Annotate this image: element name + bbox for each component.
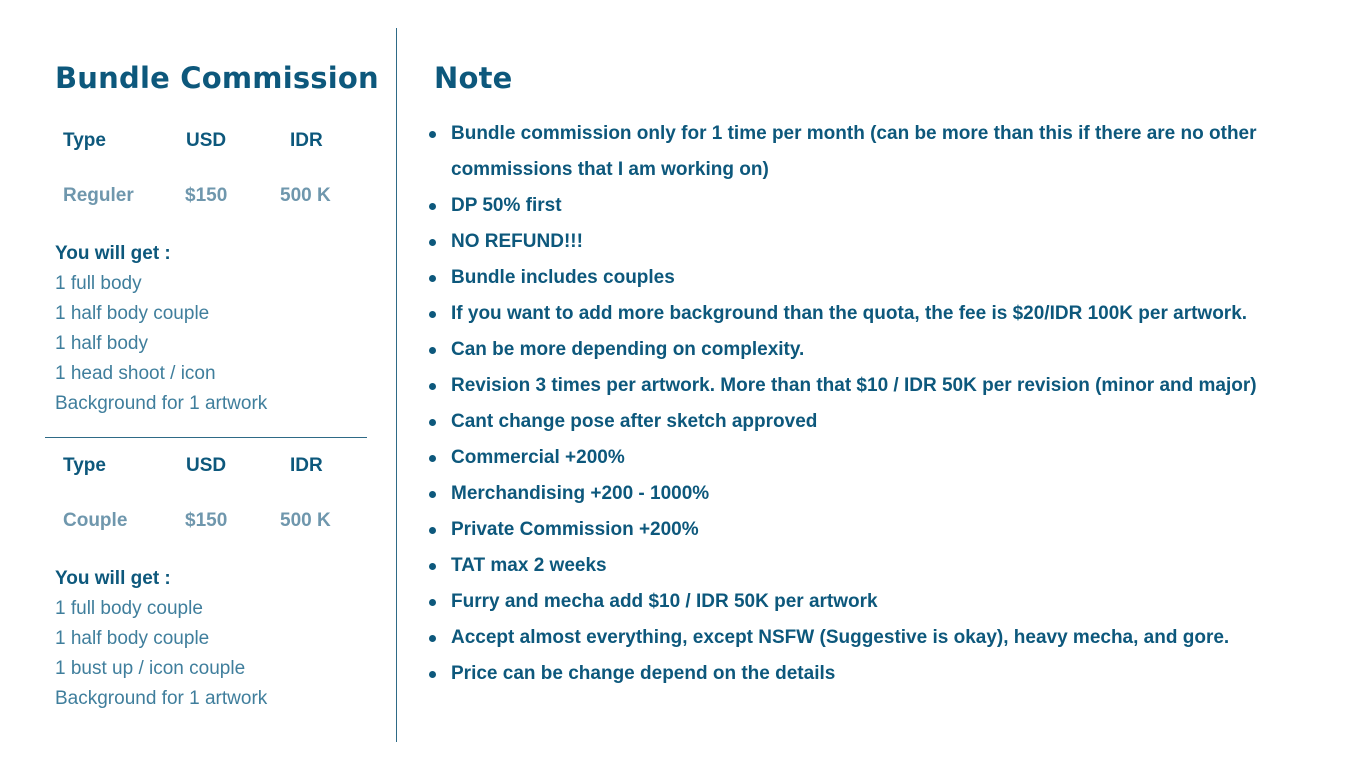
bullet-icon (429, 419, 436, 426)
package-item: 1 head shoot / icon (55, 363, 216, 384)
note-item (429, 404, 1339, 440)
note-text: Furry and mecha add $10 / IDR 50K per artwork (451, 591, 878, 612)
table-header-idr: IDR (290, 455, 323, 476)
package-item: 1 full body (55, 273, 142, 294)
note-text: Commercial +200% (451, 447, 625, 468)
table-header-usd: USD (186, 130, 227, 151)
note-item (429, 512, 1339, 548)
package-item-list (55, 269, 267, 419)
table-header-usd: USD (186, 455, 227, 476)
bullet-icon (429, 671, 436, 678)
note-item (429, 332, 1339, 368)
table-header-type: Type (63, 130, 106, 151)
bundle-commission-title: Bundle Commission (55, 61, 379, 95)
package-item: Background for 1 artwork (55, 688, 268, 709)
table-cell-usd: $150 (185, 510, 228, 531)
note-text: Private Commission +200% (451, 519, 699, 540)
note-text: If you want to add more background than the quota, the fee is $20/IDR 100K per artwork. (451, 303, 1248, 324)
note-item (429, 188, 1339, 224)
table-header-type: Type (63, 455, 106, 476)
package-item-list (55, 594, 267, 714)
horizontal-divider (45, 437, 367, 438)
note-text: Bundle commission only for 1 time per month (can be more than this if there are no other commissions that I am working on) (451, 123, 1257, 180)
bullet-icon (429, 527, 436, 534)
note-text: Can be more depending on complexity. (451, 339, 805, 360)
note-text: Revision 3 times per artwork. More than that $10 / IDR 50K per revision (minor and major) (451, 375, 1257, 396)
note-text: Price can be change depend on the details (451, 663, 836, 684)
bullet-icon (429, 311, 436, 318)
package-item: 1 half body couple (55, 628, 210, 649)
note-list (429, 116, 1339, 692)
vertical-divider (396, 28, 397, 742)
bullet-icon (429, 203, 436, 210)
note-text: TAT max 2 weeks (451, 555, 607, 576)
package-item: 1 full body couple (55, 598, 203, 619)
table-cell-usd: $150 (185, 185, 228, 206)
note-title: Note (434, 61, 513, 95)
package-item: 1 bust up / icon couple (55, 658, 246, 679)
you-will-get-label: You will get : (55, 243, 171, 264)
note-item (429, 116, 1339, 188)
note-item (429, 224, 1339, 260)
package-item: Background for 1 artwork (55, 393, 268, 414)
table-cell-idr: 500 K (280, 510, 331, 531)
note-item (429, 368, 1339, 404)
table-header-idr: IDR (290, 130, 323, 151)
bullet-icon (429, 383, 436, 390)
bullet-icon (429, 599, 436, 606)
note-text: Bundle includes couples (451, 267, 675, 288)
note-text: Cant change pose after sketch approved (451, 411, 818, 432)
note-item (429, 476, 1339, 512)
note-item (429, 296, 1339, 332)
package-contents-couple (55, 564, 267, 714)
you-will-get-label: You will get : (55, 568, 171, 589)
note-item (429, 440, 1339, 476)
package-contents-reguler (55, 239, 267, 419)
note-text: DP 50% first (451, 195, 562, 216)
note-item (429, 260, 1339, 296)
package-item: 1 half body couple (55, 303, 210, 324)
note-text: Accept almost everything, except NSFW (Suggestive is okay), heavy mecha, and gore. (451, 627, 1230, 648)
bullet-icon (429, 347, 436, 354)
table-cell-type: Reguler (63, 185, 134, 206)
note-item (429, 548, 1339, 584)
bullet-icon (429, 491, 436, 498)
bullet-icon (429, 275, 436, 282)
table-cell-type: Couple (63, 510, 128, 531)
bullet-icon (429, 239, 436, 246)
bullet-icon (429, 563, 436, 570)
note-text: NO REFUND!!! (451, 231, 583, 252)
bullet-icon (429, 131, 436, 138)
note-item (429, 584, 1339, 620)
bullet-icon (429, 455, 436, 462)
note-item (429, 656, 1339, 692)
table-cell-idr: 500 K (280, 185, 331, 206)
package-item: 1 half body (55, 333, 148, 354)
note-text: Merchandising +200 - 1000% (451, 483, 710, 504)
bullet-icon (429, 635, 436, 642)
note-item (429, 620, 1339, 656)
